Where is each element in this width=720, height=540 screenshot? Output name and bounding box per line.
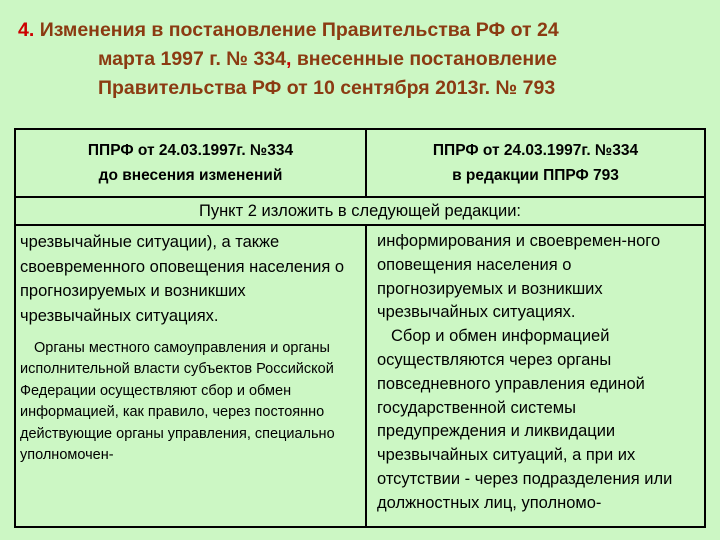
title-number: 4. [18,19,35,41]
left-column-text [16,226,367,526]
right-column-header [367,130,704,196]
right-header-line-1: ППРФ от 24.03.1997г. №334 [432,142,639,159]
title-line-1 [18,16,708,45]
left-column-header [16,130,367,196]
right-header-line-2: в редакции ППРФ 793 [452,167,619,184]
left-paragraph-2: Органы местного самоуправления и органы исполнительной власти субъектов Российской Федерации осуществляют сбор и обмен информацией, как правило, через постоянно действующие органы управления, специально уполномочен- [20,340,335,464]
left-header-line-1: ППРФ от 24.03.1997г. №334 [87,142,294,159]
comparison-table [14,128,706,528]
title-line-2a: марта 1997 г. № 334 [98,48,286,70]
right-paragraph-2: Сбор и обмен информацией осуществляются через органы повседневного управления единой государственной системы предупреждения и ликвидации чрезвычайных ситуаций, а при их отсутствии - через подразделения или должностных лиц, уполномо- [377,327,673,512]
title-line-1-text: Изменения в постановление Правительства РФ от 24 [39,19,559,41]
title-line-2-sep: , [285,48,292,70]
right-paragraph-1: информирования и своевремен-ного оповещения населения о прогнозируемых и возникших чрезвычайных ситуациях. [377,232,661,322]
span-row-instruction: Пункт 2 изложить в следующей редакции: [16,196,704,226]
right-column-text [367,226,704,526]
left-paragraph-1: чрезвычайные ситуации), а также своевременного оповещения населения о прогнозируемых и возникших чрезвычайных ситуациях. [20,233,345,325]
title-line-2b: внесенные постановление [291,48,558,70]
title-line-2 [18,45,708,74]
slide-title [18,16,708,103]
title-line-3: Правительства РФ от 10 сентября 2013г. № 793 [98,77,556,99]
left-header-line-2: до внесения изменений [98,167,283,184]
